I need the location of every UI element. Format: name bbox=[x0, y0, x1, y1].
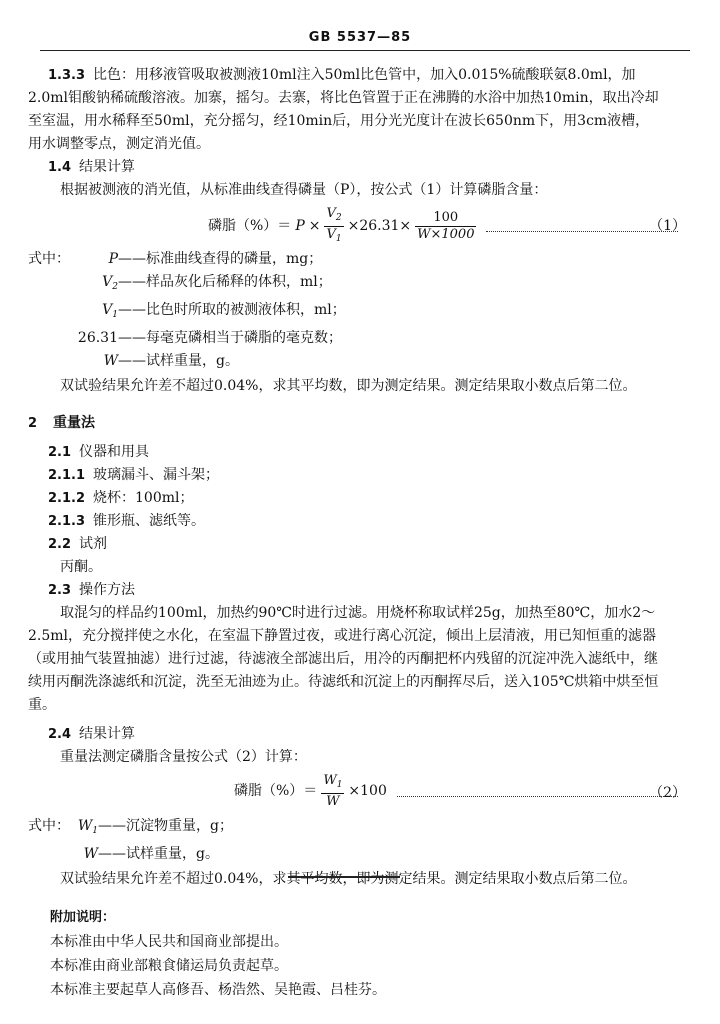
section-2-1-2: 2.1.2 烧杯：100ml； bbox=[48, 490, 194, 506]
definition-row: 式中： P ——标准曲线查得的磷量，mg； bbox=[28, 251, 323, 267]
formula-1-definitions bbox=[28, 248, 692, 373]
section-2-2-heading: 2.2 试剂 bbox=[48, 536, 108, 552]
closing-divider bbox=[288, 876, 400, 878]
section-1-3-3-line-2: 2.0ml钼酸钠稀硫酸溶液。加寨，摇匀。去寨，将比色管置于正在沸腾的水浴中加热10min，取出冷却 bbox=[28, 90, 659, 106]
leader-dots bbox=[397, 786, 678, 797]
section-2-4-heading: 2.4 结果计算 bbox=[48, 726, 136, 742]
section-1-3-3-line-4: 用水调整零点，测定消光值。 bbox=[28, 136, 210, 152]
formula-1: 磷脂（%）＝ P × $\frac{V_2}{V_1}$ ×26.31× $\frac{100}{W\times 1000}$ （1） bbox=[28, 204, 692, 246]
formula-1-intro: 根据被测液的消光值，从标准曲线查得磷量（P），按公式（1）计算磷脂含量： bbox=[60, 182, 548, 198]
document-body bbox=[28, 64, 692, 891]
section-title: 结果计算 bbox=[79, 159, 136, 175]
section-2-3-line-1: 取混匀的样品约100ml，加热约90℃时进行过滤。用烧杯称取试样25g，加热至80℃，加水2～ bbox=[60, 605, 656, 621]
section-2-1-3: 2.1.3 锥形瓶、滤纸等。 bbox=[48, 513, 206, 529]
definition-row: W ——试样重量，g。 bbox=[103, 353, 239, 369]
formula-2: 磷脂（%）＝ $\frac{W_1}{W}$ ×100 （2） bbox=[234, 773, 686, 809]
section-1-3-3-line-3: 至室温，用水稀释至50ml，充分摇匀，经10min后，用分光光度计在波长650nm下，用3cm液槽， bbox=[28, 113, 650, 129]
section-2-3-line-2: 2.5ml，充分搅拌使之水化，在室温下静置过夜，或进行离心沉淀，倾出上层清液，用已知恒重的滤器 bbox=[28, 628, 657, 644]
definition-row: $V_2$ ——样品灰化后稀释的体积，ml； bbox=[102, 274, 332, 292]
formula-2-intro: 重量法测定磷脂含量按公式（2）计算： bbox=[60, 749, 307, 765]
definition-row: 26.31 ——每毫克磷相当于磷脂的毫克数； bbox=[77, 330, 342, 346]
section-number: 1.3.3 bbox=[48, 68, 86, 83]
tolerance-note-1: 双试验结果允许差不超过0.04%，求其平均数，即为测定结果。测定结果取小数点后第二位。 bbox=[60, 378, 637, 394]
formula-symbol-p: P bbox=[295, 218, 305, 234]
formula-lhs: 磷脂（%）＝ bbox=[208, 218, 292, 234]
equation-number: （2） bbox=[649, 785, 686, 801]
header-rule bbox=[40, 50, 690, 51]
section-number: 1.4 bbox=[48, 160, 72, 175]
tolerance-note-2: 双试验结果允许差不超过0.04%，求其平均数，即为测定结果。测定结果取小数点后第二位。 bbox=[60, 871, 637, 887]
notes-line: 本标准主要起草人高修吾、杨浩然、吴艳霞、吕桂芬。 bbox=[50, 982, 386, 998]
definition-row: W ——试样重量，g。 bbox=[83, 846, 219, 862]
section-2-3-heading: 2.3 操作方法 bbox=[48, 582, 136, 598]
notes-line: 本标准由中华人民共和国商业部提出。 bbox=[50, 934, 288, 950]
equation-number: （1） bbox=[649, 218, 686, 234]
section-1-3-3-line-1: 1.3.3 比色：用移液管吸取被测液10ml注入50ml比色管中，加入0.015%硫酸联氨8.0ml，加 bbox=[48, 67, 636, 83]
formula-lhs: 磷脂（%）＝ bbox=[234, 783, 318, 799]
section-2-2-text: 丙酮。 bbox=[60, 559, 102, 575]
section-2-1-heading: 2.1 仪器和用具 bbox=[48, 444, 150, 460]
section-2-heading: 2 重量法 bbox=[28, 415, 96, 431]
formula-2-definitions bbox=[28, 815, 692, 866]
notes-title: 附加说明： bbox=[50, 910, 116, 925]
section-2-3-line-4: 续用丙酮洗涤滤纸和沉淀，洗至无油迹为止。待滤纸和沉淀上的丙酮挥尽后，送入105℃烘箱中烘至恒 bbox=[28, 674, 659, 690]
section-2-3-line-5: 重。 bbox=[28, 697, 56, 713]
section-1-4-heading bbox=[28, 156, 692, 179]
document-header: GB 5537—85 bbox=[308, 30, 412, 45]
definition-row: $V_1$ ——比色时所取的被测液体积，ml； bbox=[102, 302, 346, 320]
notes-line: 本标准由商业部粮食储运局负责起草。 bbox=[50, 958, 288, 974]
fraction-100-over-w: $\frac{100}{W\times 1000}$ bbox=[417, 210, 475, 242]
section-2-1-1: 2.1.1 玻璃漏斗、漏斗架； bbox=[48, 467, 220, 483]
definition-row: 式中： $W_1$ ——沉淀物重量，g； bbox=[28, 818, 233, 836]
additional-notes bbox=[50, 906, 386, 1002]
fraction-v2-v1: $\frac{V_2}{V_1}$ bbox=[326, 206, 342, 244]
fraction-w1-over-w: $\frac{W_1}{W}$ bbox=[323, 773, 343, 809]
section-2-3-line-3: （或用抽气装置抽滤）进行过滤，待滤液全部滤出后，用冷的丙酮把杯内残留的沉淀冲洗入滤纸中，继 bbox=[28, 651, 658, 667]
